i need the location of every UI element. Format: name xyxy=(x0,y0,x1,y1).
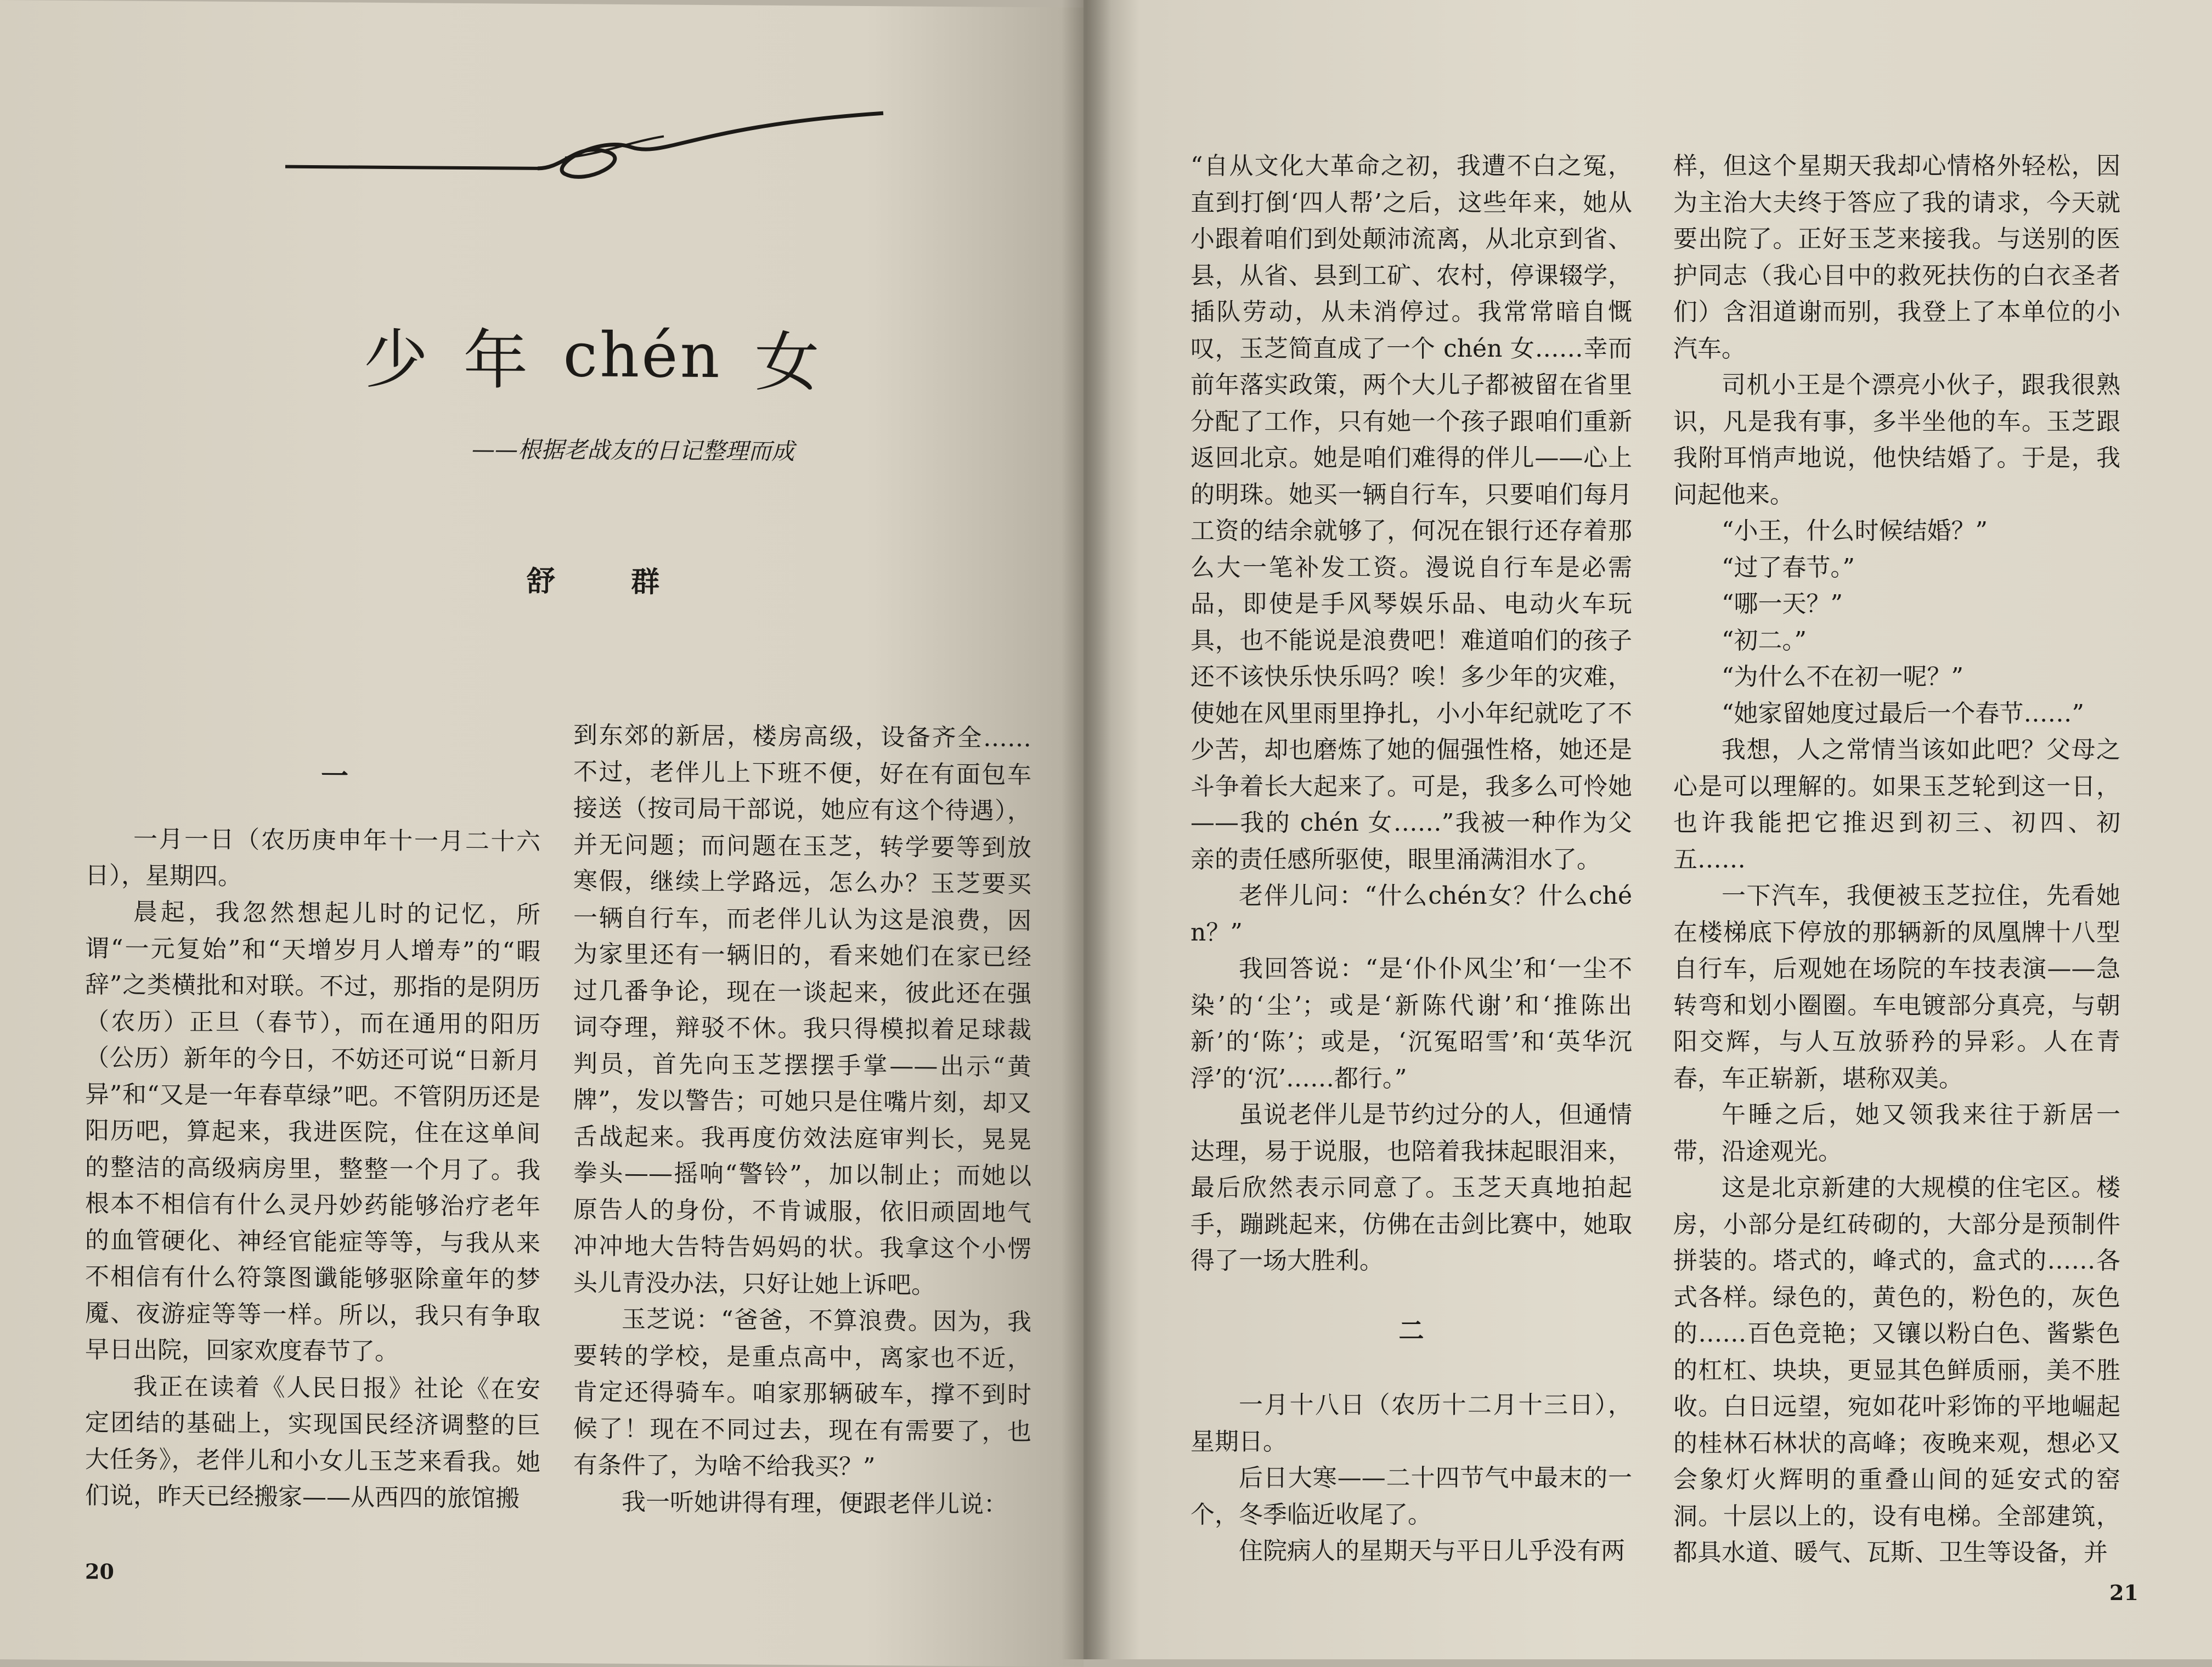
paragraph: “为什么不在初一呢？” xyxy=(1722,663,1963,691)
text-column-2 xyxy=(573,717,1031,1626)
text-column-3 xyxy=(1190,148,1632,1630)
left-page xyxy=(0,0,1084,1667)
paragraph: 住院病人的星期天与平日儿乎没有两 xyxy=(1239,1537,1625,1565)
paragraph: 我回答说：“是‘仆仆风尘’和‘一尘不染’的‘尘’；或是‘新陈代谢’和‘推陈出新’的‘陈’；或是，‘沉冤昭雪’和‘英华沉浮’的‘沉’……都行。” xyxy=(1190,955,1632,1092)
page-number-right: 21 xyxy=(2109,1580,2138,1605)
text-column-1 xyxy=(85,821,540,1538)
paragraph: 老伴儿问：“什么chén女？什么chén？” xyxy=(1190,882,1632,947)
paragraph: 晨起，我忽然想起儿时的记忆，所谓“一元复始”和“天增岁月人增寿”的“暇辞”之类横批和对联。不过，那指的是阴历（农历）正旦（春节），而在通用的阳历（公历）新年的今日，不妨还可说“日新月异”和“又是一年春草绿”吧。不管阴历还是阳历吧，算起来，我进医院，住在这单间的整洁的高级病房里，整整一个月了。我根本不相信有什么灵丹妙药能够治疗老年的血管硬化、神经官能症等等，与我从来不相信有什么符箓图谶能够驱除童年的梦魇、夜游症等等一样。所以，我只有争取早日出院，回家欢度春节了。 xyxy=(85,898,540,1366)
text-column-4 xyxy=(1673,148,2120,1630)
paragraph: 一下汽车，我便被玉芝拉住，先看她在楼梯底下停放的那辆新的凤凰牌十八型自行车，后观她在场院的车技表演——急转弯和划小圈圈。车电镀部分真亮，与朝阳交辉，与人互放骄矜的异彩。人在青春，车正崭新，堪称双美。 xyxy=(1673,882,2120,1092)
paragraph: “过了春节。” xyxy=(1722,553,1855,582)
page-number-left: 20 xyxy=(85,1559,114,1584)
right-page xyxy=(1084,0,2212,1659)
title-char-3: 女 xyxy=(754,324,822,401)
paragraph: 我想，人之常情当该如此吧？父母之心是可以理解的。如果玉芝轮到这一日，也许我能把它推迟到初三、初四、初五…… xyxy=(1673,736,2120,874)
title-char-1: 少 xyxy=(363,321,431,398)
title-char-2: 年 xyxy=(463,322,531,398)
paragraph: 我一听她讲得有理，便跟老伴儿说： xyxy=(622,1488,1008,1519)
paragraph: 玉芝说：“爸爸，不算浪费。因为，我要转的学校，是重点高中，离家也不近，肯定还得骑车。咱家那辆破车，撑不到时候了！现在不同过去，现在有需要了，也有条件了，为啥不给我买？” xyxy=(573,1305,1031,1482)
article-title xyxy=(363,310,822,401)
book-gutter xyxy=(1062,0,1111,1659)
paragraph: 一月一日（农历庚申年十一月二十六日），星期四。 xyxy=(85,825,540,891)
title-ornament xyxy=(280,101,889,193)
section-number: 一 xyxy=(321,759,348,792)
paragraph: “初二。” xyxy=(1722,626,1807,655)
article-author: 舒 群 xyxy=(527,564,693,599)
paragraph: 到东郊的新居，楼房高级，设备齐全……不过，老伴儿上下班不便，好在有面包车接送（按司局干部说，她应有这个待遇），并无问题；而问题在玉芝，转学要等到放寒假，继续上学路远，怎么办？玉芝要买一辆自行车，而老伴儿认为这是浪费，因为家里还有一辆旧的，看来她们在家已经过几番争论，现在一谈起来，彼此还在强词夺理，辩驳不休。我只得模拟着足球裁判员，首先向玉芝摆摆手掌——出示“黄牌”，发以警告；可她只是住嘴片刻，却又舌战起来。我再度仿效法庭审判长，晃晃拳头——摇响“警铃”，加以制止；而她以原告人的身份，不肯诚服，依旧顽固地气冲冲地大告特告妈妈的状。我拿这个小愣头儿青没办法，只好让她上诉吧。 xyxy=(573,721,1031,1299)
paragraph: 午睡之后，她又领我来往于新居一带，沿途观光。 xyxy=(1673,1101,2120,1165)
paragraph: “小王，什么时候结婚？” xyxy=(1722,517,1988,545)
paragraph: 我正在读着《人民日报》社论《在安定团结的基础上，实现国民经济调整的巨大任务》，老伴儿和小女儿玉芝来看我。她们说，昨天已经搬家——从西四的旅馆搬 xyxy=(85,1372,540,1513)
paragraph: 司机小王是个漂亮小伙子，跟我很熟识，凡是我有事，多半坐他的车。玉芝跟我附耳悄声地说，他快结婚了。于是，我问起他来。 xyxy=(1673,371,2120,509)
paragraph: 这是北京新建的大规模的住宅区。楼房，小部分是红砖砌的，大部分是预制件拼装的。塔式的，峰式的，盒式的……各式各样。绿色的，黄色的，粉色的，灰色的……百色竞艳；又镶以粉白色、酱紫色的杠杠、块块，更显其色鲜质丽，美不胜收。白日远望，宛如花叶彩饰的平地崛起的桂林石林状的高峰；夜晚来观，想必又会象灯火辉明的重叠山间的延安式的窑洞。十层以上的，设有电梯。全部建筑，都具水道、暖气、瓦斯、卫生等设备，并 xyxy=(1673,1174,2120,1567)
paragraph: 样，但这个星期天我却心情格外轻松，因为主治大夫终于答应了我的请求，今天就要出院了。正好玉芝来接我。与送别的医护同志（我心目中的救死扶伤的白衣圣者们）含泪道谢而别，我登上了本单位的小汽车。 xyxy=(1673,152,2120,363)
article-subtitle: ——根据老战友的日记整理而成 xyxy=(472,436,795,465)
paragraph: 虽说老伴儿是节约过分的人，但通情达理，易于说服，也陪着我抹起眼泪来，最后欣然表示同意了。玉芝天真地拍起手，蹦跳起来，仿佛在击剑比赛中，她取得了一场大胜利。 xyxy=(1190,1101,1632,1275)
section-number: 二 xyxy=(1398,1315,1424,1345)
paragraph: 一月十八日（农历十二月十三日），星期日。 xyxy=(1190,1391,1632,1456)
paragraph: “哪一天？” xyxy=(1722,590,1843,618)
title-pinyin: chén xyxy=(563,319,722,392)
paragraph: “自从文化大革命之初，我遭不白之冤，直到打倒‘四人帮’之后，这些年来，她从小跟着咱们到处颠沛流离，从北京到省、县，从省、县到工矿、农村，停课辍学，插队劳动，从未消停过。我常常暗自慨叹，玉芝简直成了一个 chén 女……幸而前年落实政策，两个大儿子都被留在省里分配了工作，只有她一个孩子跟咱们重新返回北京。她是咱们难得的伴儿——心上的明珠。她买一辆自行车，只要咱们每月工资的结余就够了，何况在银行还存着那么大一笔补发工资。漫说自行车是必需品，即使是手风琴娱乐品、电动火车玩具，也不能说是浪费吧！难道咱们的孩子还不该快乐快乐吗？唉！多少年的灾难，使她在风里雨里挣扎，小小年纪就吃了不少苦，却也磨炼了她的倔强性格，她还是斗争着长大起来了。可是，我多么可怜她——我的 chén 女……”我被一种作为父亲的责任感所驱使，眼里涌满泪水了。 xyxy=(1190,152,1632,874)
paragraph: 后日大寒——二十四节气中最末的一个，冬季临近收尾了。 xyxy=(1190,1464,1632,1529)
paragraph: “她家留她度过最后一个春节……” xyxy=(1722,699,2084,728)
